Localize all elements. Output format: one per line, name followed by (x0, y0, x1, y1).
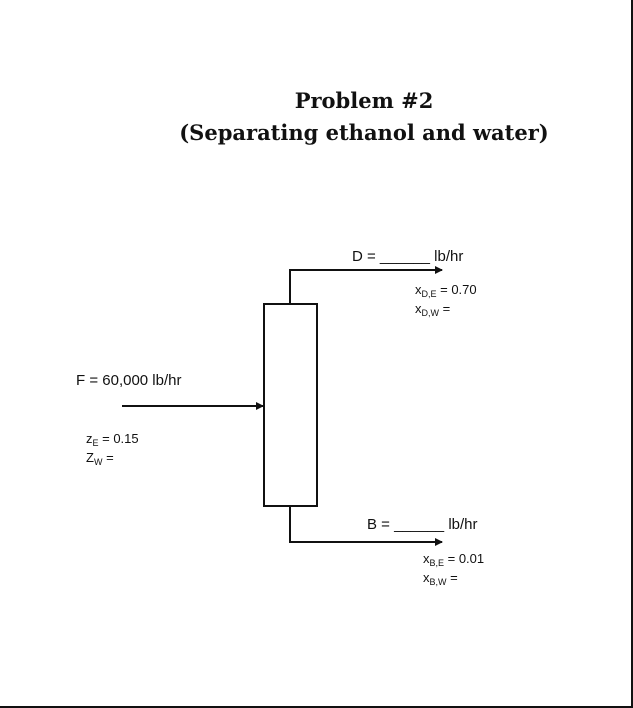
problem-subtitle: (Separating ethanol and water) (179, 120, 549, 145)
distillate-water-fraction: $x_{D,W}$ = (415, 301, 451, 318)
bottoms-water-fraction: $x_{B,W}$ = (423, 570, 458, 587)
feed-water-fraction: $Z_W$ = (86, 450, 114, 467)
feed-flow-label: F = 60,000 lb/hr (76, 372, 182, 389)
feed-ethanol-fraction: $z_E = 0.15$ (86, 431, 139, 448)
distillate-flow-label: D = ______ lb/hr (352, 248, 464, 265)
distillate-ethanol-fraction: $x_{D,E} = 0.70$ (415, 282, 477, 299)
bottoms-ethanol-fraction: $x_{B,E} = 0.01$ (423, 551, 485, 568)
bottoms-flow-label: B = ______ lb/hr (367, 516, 478, 533)
problem-title: Problem #2 (294, 88, 434, 113)
distillation-column (264, 304, 317, 506)
